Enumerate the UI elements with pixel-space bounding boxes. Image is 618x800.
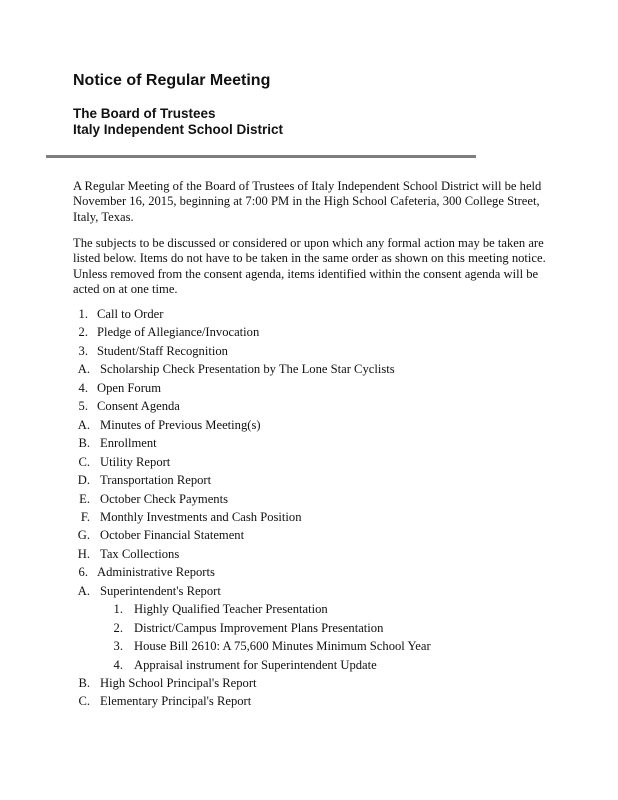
agenda-item-marker: 1. — [113, 602, 123, 617]
agenda-item-marker: 6. — [78, 565, 88, 580]
agenda-item-marker: H. — [77, 546, 90, 561]
agenda-item-label: Enrollment — [100, 436, 157, 451]
agenda-item-marker: B. — [78, 676, 90, 690]
agenda-item-marker: 1. — [78, 307, 88, 321]
organization-district: Italy Independent School District — [73, 122, 284, 137]
agenda-item-label: Minutes of Previous Meeting(s) — [100, 417, 261, 432]
agenda-item-label: October Check Payments — [100, 491, 229, 506]
agenda-item-label: October Financial Statement — [100, 528, 245, 543]
agenda-item-label: Administrative Reports — [97, 565, 215, 580]
agenda-item-marker: 2. — [113, 620, 123, 635]
agenda-item-label: Monthly Investments and Cash Position — [100, 509, 302, 524]
agenda-item-marker: E. — [79, 491, 90, 506]
agenda-item-marker: B. — [78, 436, 90, 451]
meeting-announcement-paragraph: A Regular Meeting of the Board of Trustees of Italy Independent School District will be held November 16, 2015, beginning at 7:00 PM in the High School Cafeteria, 300 College Street, Italy, Texas. — [73, 179, 542, 224]
agenda-item-marker: G. — [77, 528, 90, 543]
agenda-item-label: Scholarship Check Presentation by The Lone Star Cyclists — [100, 362, 395, 377]
agenda-item-marker: A. — [77, 417, 90, 432]
agenda-item-marker: D. — [77, 473, 90, 488]
organization-heading — [73, 106, 283, 138]
agenda-item-label: Open Forum — [97, 380, 162, 395]
organization-board: The Board of Trustees — [73, 106, 216, 121]
agenda-item-marker: 2. — [78, 325, 88, 340]
agenda-item-label: Call to Order — [97, 307, 164, 321]
agenda-item-label: District/Campus Improvement Plans Presentation — [134, 620, 384, 635]
agenda-item-marker: 3. — [78, 343, 88, 358]
agenda-item-label: Tax Collections — [100, 546, 180, 561]
agenda-item-label: Appraisal instrument for Superintendent Update — [134, 657, 377, 672]
agenda-item-label: Superintendent's Report — [100, 583, 221, 598]
agenda-item-marker: 4. — [113, 657, 123, 672]
header-divider — [46, 155, 476, 158]
agenda-item-marker: C. — [78, 454, 90, 469]
agenda-item-label: House Bill 2610: A 75,600 Minutes Minimum School Year — [134, 639, 431, 654]
agenda-item-label: Utility Report — [100, 454, 171, 469]
agenda-item-label: Transportation Report — [100, 473, 212, 488]
agenda-item-marker: 4. — [78, 380, 88, 395]
agenda-item-label: Highly Qualified Teacher Presentation — [134, 602, 328, 617]
page-title: Notice of Regular Meeting — [73, 72, 271, 89]
agenda-item-label: High School Principal's Report — [100, 676, 257, 690]
agenda-item-label: Consent Agenda — [97, 399, 180, 414]
agenda-item-marker: C. — [78, 694, 90, 709]
agenda-item-marker: A. — [77, 362, 90, 377]
subjects-notice-paragraph: The subjects to be discussed or considered or upon which any formal action may be taken are listed below. Items do not have to be taken in the same order as shown on this meeting notice. Unless removed from the consent agenda, items identified within the consent agenda will be acted on at one time. — [73, 236, 546, 296]
agenda-item-marker: 5. — [78, 399, 88, 414]
agenda-item-marker: A. — [77, 583, 90, 598]
agenda-item-label: Pledge of Allegiance/Invocation — [97, 325, 260, 340]
agenda-item-label: Student/Staff Recognition — [97, 343, 228, 358]
agenda-item-label: Elementary Principal's Report — [100, 694, 252, 709]
agenda-item-marker: 3. — [113, 639, 123, 654]
agenda-item-marker: F. — [80, 509, 90, 524]
